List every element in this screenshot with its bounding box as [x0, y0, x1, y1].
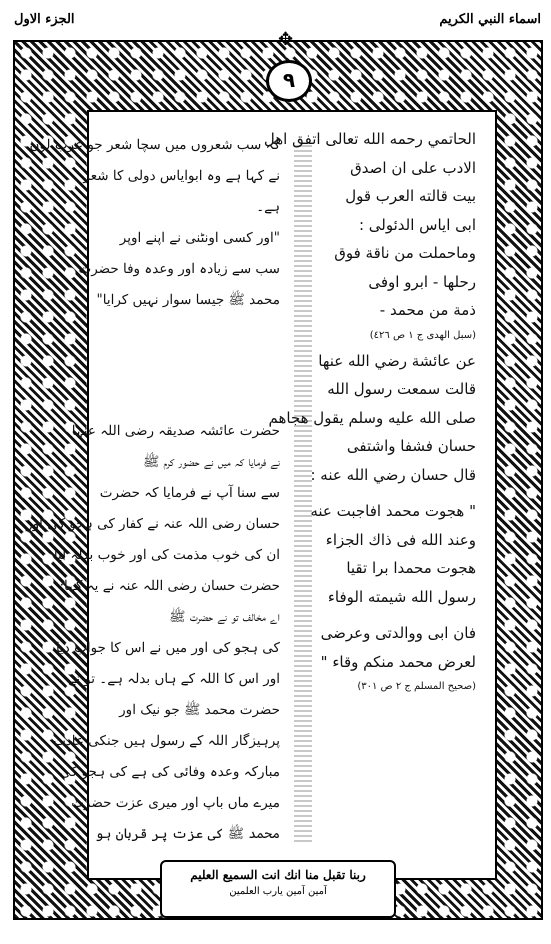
arabic-line: ابى اياس الدئولى : — [358, 215, 476, 234]
urdu-line: ان کی خوب مذمت کی اور خوب بدلہ لیا — [53, 547, 280, 563]
arabic-line: فان ابى ووالدتى وعرضى — [320, 624, 476, 642]
arabic-line: ذمة من محمد - — [379, 301, 476, 319]
urdu-line: محمد ﷺ جیسا سوار نہیں کرایا" — [96, 292, 280, 308]
arabic-line: الحاتمي رحمه الله تعالى اتفق اهل — [263, 130, 476, 148]
urdu-line: کہ سب شعروں میں سچا شعر جو عرب لوں — [29, 137, 280, 153]
urdu-line: اے مخالف تو نے حضرت ﷺ — [169, 609, 280, 625]
footer-cartouche — [160, 860, 396, 918]
arabic-line: قال حسان رضي الله عنه : — [310, 465, 476, 484]
urdu-column — [26, 130, 280, 850]
urdu-line: سے سنا آپ نے فرمایا کہ حضرت — [99, 485, 280, 501]
urdu-line: حضرت محمد ﷺ جو نیک اور — [119, 702, 280, 718]
urdu-line: پرہیزگار اللہ کے رسول ہیں جنکی عادت — [53, 733, 280, 749]
urdu-line: نے کہا ہے وہ ابوایاس دولی کا شعر — [83, 168, 280, 184]
arabic-line: وماحملت من ناقة فوق — [334, 244, 476, 262]
urdu-line: میرے ماں باپ اور میری عزت حضرت — [71, 795, 280, 811]
urdu-line: نے فرمایا کہ میں نے حضور کرم ﷺ — [142, 454, 280, 470]
urdu-line: ہے۔ — [256, 199, 280, 215]
header-left-title: الجزء الاول — [14, 12, 75, 27]
urdu-line: کی ہجو کی اور میں نے اس کا جواب دیا — [55, 640, 280, 656]
arabic-line: وعند الله فى ذاك الجزاء — [325, 530, 476, 549]
arabic-line: حسان فشفا واشتفى — [346, 437, 476, 455]
page-number: ۹ — [266, 60, 312, 102]
arabic-line: لعرض محمد منكم وقاء " — [320, 652, 476, 671]
arabic-line: الادب على ان اصدق — [350, 158, 476, 177]
header-right-title: اسماء النبي الكريم — [439, 12, 541, 27]
urdu-line: حضرت عائشہ صدیقہ رضی اللہ عنہا — [71, 423, 280, 439]
arabic-line: بيت قالته العرب قول — [345, 187, 476, 205]
urdu-line: محمد ﷺ کی عزت پر قربان ہو — [95, 826, 280, 842]
urdu-line: حسان رضی اللہ عنہ نے کفار کی ہجو کی اور — [26, 516, 280, 532]
urdu-line: "اور کسی اونٹنی نے اپنے اوپر — [119, 230, 280, 246]
footer-line-1: ربنا تقبل منا انك انت السميع العليم — [190, 868, 366, 882]
urdu-line: مبارکہ وعدہ وفائی کی ہے کی ہجو کی — [59, 764, 280, 780]
arabic-line: صلى الله عليه وسلم يقول هجاهم — [268, 408, 476, 427]
urdu-line: سب سے زیادہ اور وعدہ وفا حضرت — [78, 261, 280, 277]
arabic-line: قالت سمعت رسول الله — [327, 380, 476, 398]
arabic-line: رسول الله شيمته الوفاء — [327, 587, 476, 606]
column-divider — [294, 142, 312, 842]
top-ornament-icon: ✥ — [278, 29, 294, 50]
arabic-line: هجوت محمدا برا تقيا — [346, 559, 476, 577]
urdu-line: حضرت حسان رضی اللہ عنہ نے یہ کہا: — [59, 578, 280, 594]
reference-note: (صحيح المسلم ج ٢ ص ٣٠١) — [357, 681, 476, 692]
arabic-line: " هجوت محمد افاجبت عنه — [310, 502, 476, 520]
reference-note: (سبل الهدى ج ١ ص ٤٢٦) — [369, 329, 476, 341]
footer-line-2: آمین آمین یارب العلمین — [229, 886, 327, 897]
urdu-line: اور اس کا اللہ کے ہاں بدلہ ہے۔ تو نے — [68, 671, 280, 687]
page-header — [0, 0, 551, 44]
arabic-line: عن عائشة رضي الله عنها — [318, 351, 476, 370]
arabic-line: رحلها - ابرو اوفى — [368, 272, 476, 291]
